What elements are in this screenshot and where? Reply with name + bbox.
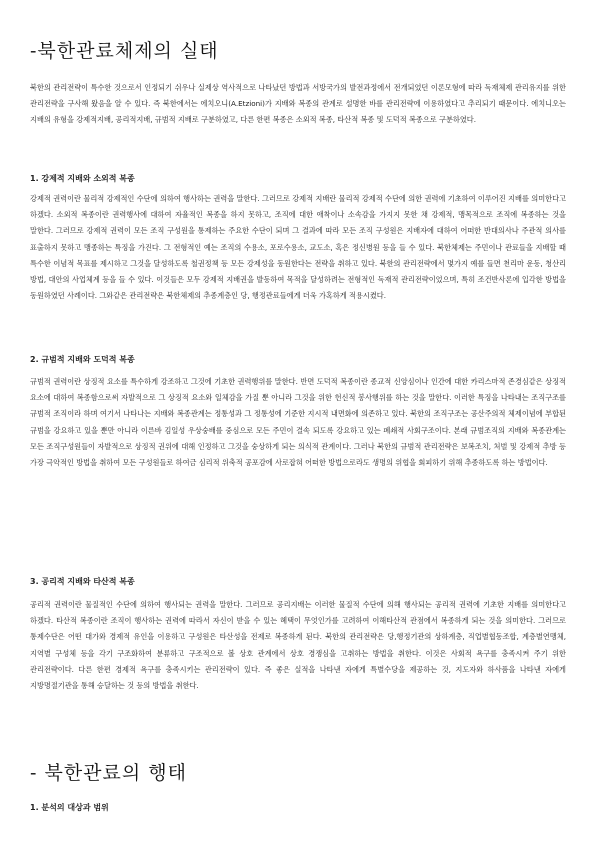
- subsection-body-coercive: 강제적 권력이란 물리적 강제적인 수단에 의하여 행사하는 권력을 말한다. 그러므로 강제적 지배란 물리적 강제적 수단에 의한 권력에 기초하여 이루어진 지배를 의미한다고 하겠다. 소외적 복종이란 권력행사에 대하여 자율적인 복종을 하지 못하고, 조직에 대한 애착이나 소속감을 가지지 못한 채 강제적, 맹목적으로 조직에 복종하는 것을 말한다. 그러므로 강제적 권력이 모든 조직 구성원을 통제하는 주요한 수단이 되며 그 결과에 따라 모든 조직 구성원은 지배자에 대하여 어떠한 반대의사나 주관적 의사를 표출하지 못하고 맹종하는 특징을 가진다. 그 전형적인 예는 조직의 수용소, 포로수용소, 교도소, 혹은 정신병원 등을 들 수 있다. 북한체제는 주민이나 관료들을 지배할 때 특수한 이념적 목표를 제시하고 그것을 달성하도록 철권정책 등 모든 강제성을 동원한다는 전략을 취하고 있다. 북한의 관리전략에서 몇가지 예를 들면 천리마 운동, 청산리 방법, 대안의 사업체계 등을 들 수 있다. 이것들은 모두 강제적 지배권을 발동하여 목적을 달성하려는 전형적인 독재적 관리전략이었으며, 특히 조건반사론에 입각한 방법을 동원하였던 사례이다. 그와같은 관리전략은 북한체제의 추종계층인 당, 행정관료들에게 더욱 가혹하게 적용시켰다.: [30, 194, 566, 301]
- subsection-body-utilitarian: 공리적 권력이란 물질적인 수단에 의하여 행사되는 권력을 말한다. 그러므로 공리지배는 이러한 물질적 수단에 의해 행사되는 공리적 권력에 기초한 지배를 의미한다고 하겠다. 타산적 복종이란 조직이 행사하는 권력에 따라서 자신이 받을 수 있는 혜택이 무엇인가를 고려하여 이해타산적 관점에서 복종하게 되는 것을 의미한다. 그러므로 통제수단은 어떤 대가와 경제적 유인을 이용하고 구성원은 타산성을 전제로 복종하게 된다. 북한의 관리전략은 당,행정기관의 상하계층, 직업별협동조합, 계층별연맹체, 지역별 구성체 등을 각기 구조화하여 분류하고 구조적으로 볼 상호 관계에서 상호 경쟁심을 고취하는 방법을 취한다. 이것은 사회적 욕구를 충족시켜 주기 위한 관리전략이다. 다른 한편 경제적 욕구를 충족시키는 관리전략이 있다. 즉 좋은 실적을 나타낸 자에게 특별수당을 제공하는 것, 지도자와 하사품을 나타낸 자에게 지방명절기관을 통해 승달하는 것 등의 방법을 취한다.: [30, 600, 566, 691]
- subsection-heading-normative: 2. 규범적 지배와 도덕적 복종: [30, 355, 135, 364]
- subsection-heading-coercive: 1. 강제적 지배와 소외적 복종: [30, 174, 135, 183]
- intro-paragraph: 북한의 관리전략이 특수한 것으로서 인정되기 쉬우나 실제상 역사적으로 나타났던 방법과 서방국가의 발전과정에서 전개되었던 이론모형에 따라 독재체제 관리유지를 위한 관리전략을 구사해 왔음을 알 수 있다. 즉 북한에서는 에치오니(A.Etzioni)가 지배와 복종의 관계로 설명한 바를 관리전략에 이용하였다고 추리되기 때문이다. 에치니오는 지배의 유형을 강제적지배, 공리적지배, 규범적 지배로 구분하였고, 다른 한편 복종은 소외적 복종, 타산적 복종 및 도덕적 복종으로 구분하였다.: [30, 83, 566, 125]
- subsection-body-normative: 규범적 권력이란 상징적 요소를 특수하게 강조하고 그것에 기초한 권력행위를 말한다. 반면 도덕적 복종이란 종교적 신앙심이나 인간에 대한 카리스마적 존경심같은 상징적 요소에 대하여 복종함으로써 자발적으로 그 상징적 요소와 일체감을 가질 뿐 아니라 그것을 위한 헌신적 봉사행위를 하는 것을 말한다. 이러한 특징을 나타내는 조직구조를 규범적 조직이라 하며 여기서 나타나는 지배와 복종관계는 정통성과 그 정통성에 기준한 지시적 내면화에 의존하고 있다. 북한의 조직구조는 공산주의적 체제이념에 부합된 규범을 강요하고 있을 뿐만 아니라 이른바 김일성 우상숭배를 중심으로 모든 주민이 결속 되도록 강요하고 있는 폐쇄적 사회구조이다. 본래 규범조직의 지배와 복종관계는 모든 조직구성원들이 자발적으로 상징적 권위에 대해 인정하고 그것을 숭상하게 되는 의식적 관계이다. 그러나 북한의 규범적 관리전략은 보복조치, 처벌 및 강제적 추방 등 가장 극악적인 방법을 취하여 모든 구성원들로 하여금 심리적 위축적 공포감에 사로잡혀 어떠한 방법으로라도 생명의 위협을 회피하기 위해 추종하도록 하는 방법이다.: [30, 377, 566, 468]
- subsection-heading-utilitarian: 3. 공리적 지배와 타산적 복종: [30, 577, 135, 586]
- section-title-bureaucracy-reality: -북한관료체제의 실태: [30, 40, 219, 62]
- subsection-heading-scope: 1. 분석의 대상과 범위: [30, 803, 109, 812]
- section-title-bureaucrat-behavior: - 북한관료의 행태: [30, 762, 187, 784]
